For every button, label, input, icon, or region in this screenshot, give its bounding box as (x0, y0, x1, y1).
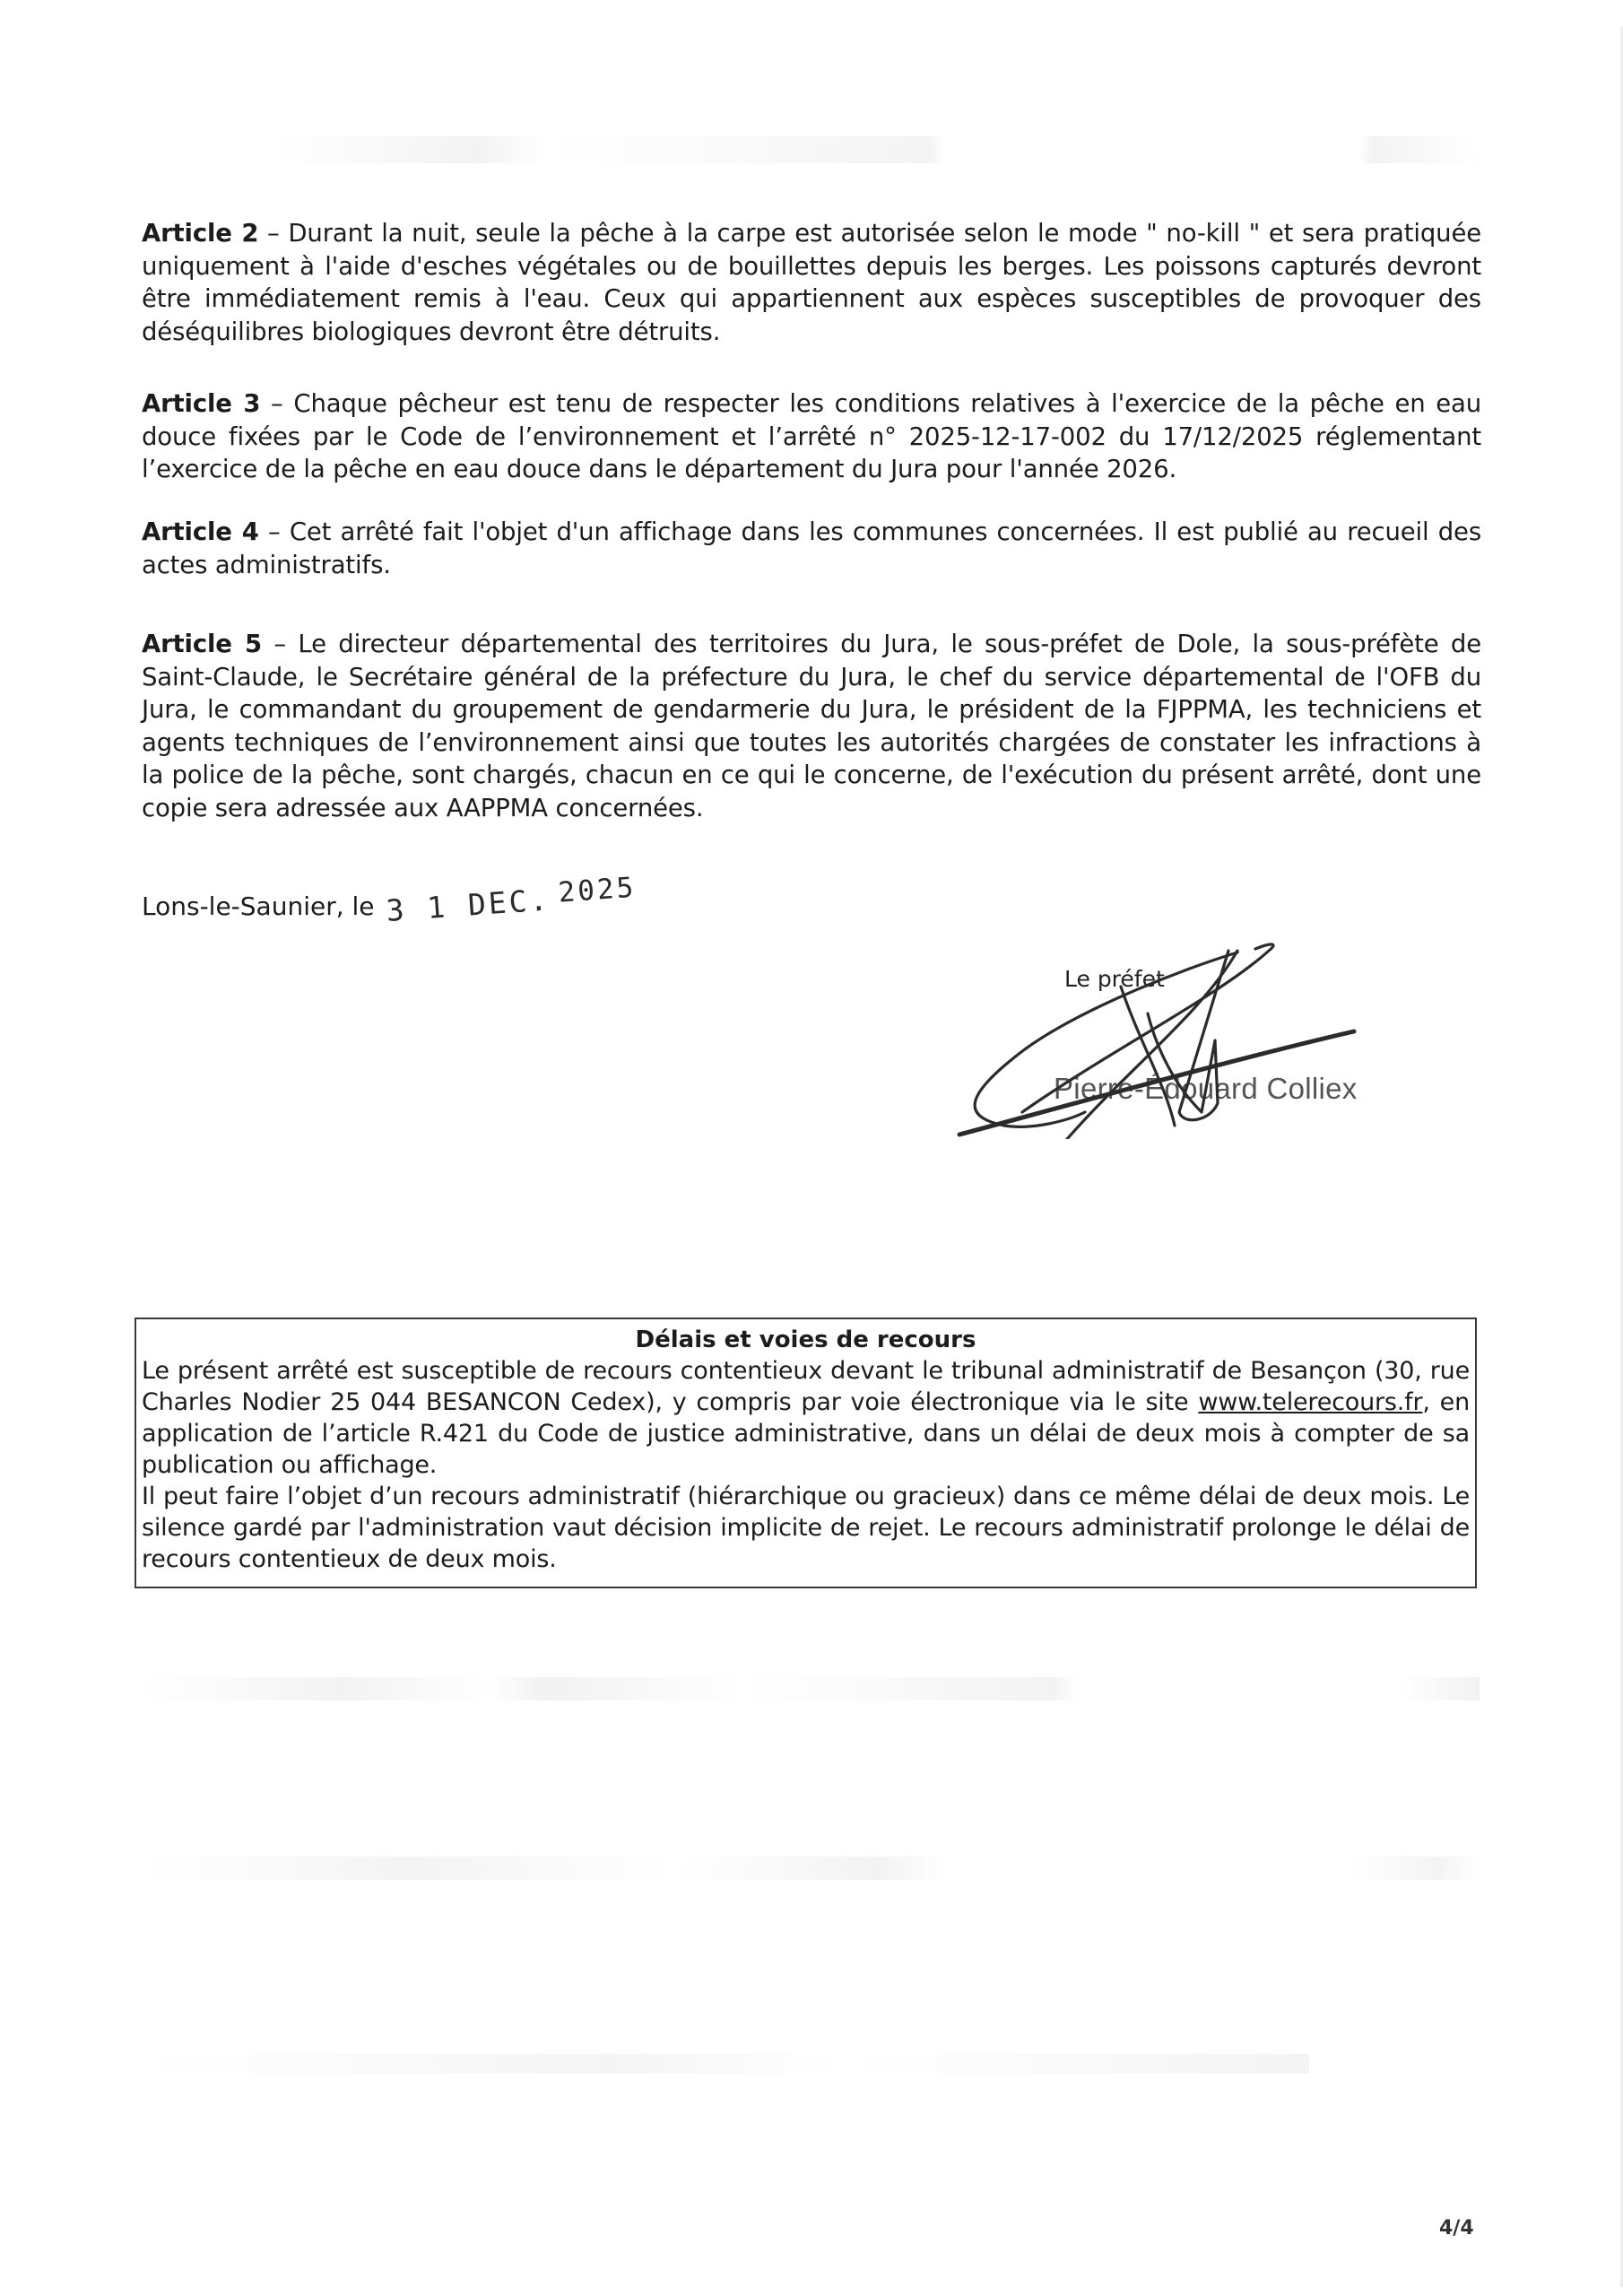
recours-body (142, 1355, 1470, 1575)
place-prefix: Lons-le-Saunier, le (142, 891, 375, 921)
recours-paragraph-1-start: Le présent arrêté est susceptible de recours contentieux devant le tribunal administratif de Besançon (30, rue Charles Nodier 25 044 BESANCON Cedex), y compris par voie électronique via le site (142, 1357, 1470, 1416)
recours-notice-box (135, 1318, 1477, 1588)
article-3-text: Chaque pêcheur est tenu de respecter les conditions relatives à l'exercice de la pêche en eau douce fixées par le Code de l’environnement et l’arrêté n° 2025-12-17-002 du 17/12/2025 réglementant l’exercice de la pêche en eau douce dans le département du Jura pour l'année 2026. (142, 389, 1482, 483)
article-3-label: Article 3 (142, 389, 261, 418)
date-stamp-year: 2025 (556, 871, 637, 909)
article-5-separator: – (261, 630, 299, 658)
article-2-separator: – (258, 219, 289, 248)
article-2 (142, 217, 1481, 348)
signatory-title: Le préfet (1064, 966, 1165, 992)
recours-paragraph-1-end: , en application de l’article R.421 du Code de justice administrative, dans un délai de deux mois à compter de sa publication ou affichage. (142, 1388, 1470, 1479)
article-4-label: Article 4 (142, 517, 259, 546)
article-5-text: Le directeur départemental des territoires du Jura, le sous-préfet de Dole, la sous-préfète de Saint-Claude, le Secrétaire général de la préfecture du Jura, le chef du service départemental de l'OFB du Jura, le commandant du groupement de gendarmerie du Jura, le président de la FJPPMA, les techniciens et agents techniques de l’environnement ainsi que toutes les autorités chargées de constater les infractions à la police de la pêche, sont chargés, chacun en ce qui le concerne, de l'exécution du présent arrêté, dont une copie sera adressée aux AAPPMA concernées. (142, 630, 1481, 822)
signatory-name: Pierre-Édouard Colliex (1054, 1072, 1358, 1105)
article-3 (142, 387, 1481, 486)
recours-paragraph-2: Il peut faire l’objet d’un recours administratif (hiérarchique ou gracieux) dans ce même délai de deux mois. Le silence gardé par l'administration vaut décision implicite de rejet. Le recours administratif prolonge le délai de recours contentieux de deux mois. (142, 1483, 1470, 1573)
article-3-separator: – (260, 389, 294, 418)
place-and-date (142, 871, 638, 928)
page-number: 4/4 (1439, 2217, 1474, 2239)
article-2-text: Durant la nuit, seule la pêche à la carpe est autorisée selon le mode " no-kill " et sera pratiquée uniquement à l'aide d'esches végétales ou de bouillettes depuis les berges. Les poissons capturés devront être immédiatement remis à l'eau. Ceux qui appartiennent aux espèces susceptibles de provoquer des déséquilibres biologiques devront être détruits. (142, 219, 1481, 346)
article-5 (142, 628, 1481, 824)
article-2-label: Article 2 (142, 219, 259, 248)
article-4-text: Cet arrêté fait l'objet d'un affichage dans les communes concernées. Il est publié au recueil des actes administratifs. (142, 517, 1481, 579)
telerecours-link[interactable]: www.telerecours.fr (1198, 1388, 1423, 1416)
signature-zigzag-stroke (1148, 951, 1228, 1120)
recours-title: Délais et voies de recours (635, 1326, 976, 1353)
date-stamp-day-month: 3 1 DEC. (384, 882, 551, 928)
signature-loop-stroke (975, 952, 1237, 1126)
article-4 (142, 516, 1481, 581)
article-5-label: Article 5 (142, 630, 262, 658)
recours-paragraph-1 (142, 1355, 1470, 1481)
handwritten-signature-icon (933, 933, 1435, 1139)
article-4-separator: – (258, 517, 290, 546)
date-stamp (384, 871, 638, 928)
